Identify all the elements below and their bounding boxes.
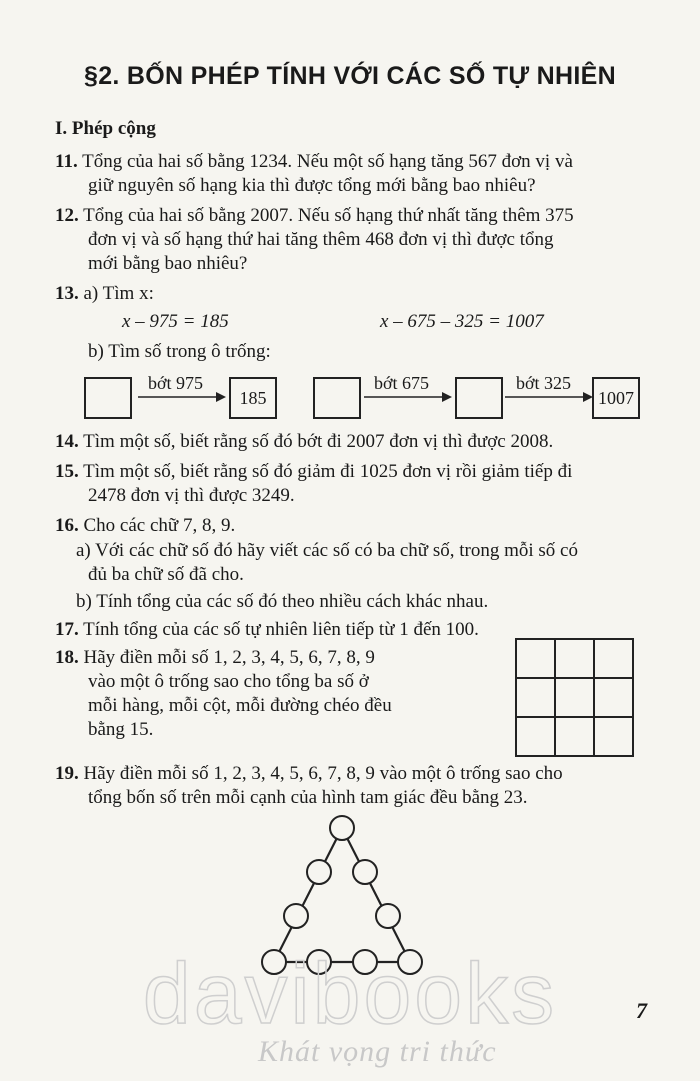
problem-text: giữ nguyên số hạng kia thì được tổng mới bằng bao nhiêu? xyxy=(88,175,536,196)
arrow-icon xyxy=(362,390,454,404)
problem-17 xyxy=(55,618,479,642)
empty-box xyxy=(84,377,132,419)
problem-16 xyxy=(55,514,235,538)
triangle-circle xyxy=(376,904,400,928)
problem-number: 12. xyxy=(55,205,79,226)
arrow-label: bớt 675 xyxy=(374,373,430,393)
page-title: §2. BỐN PHÉP TÍNH VỚI CÁC SỐ TỰ NHIÊN xyxy=(84,62,616,90)
problem-text: 2478 đơn vị thì được 3249. xyxy=(88,485,295,506)
triangle-circle xyxy=(330,816,354,840)
watermark-slogan: Khát vọng tri thức xyxy=(258,1035,497,1068)
problem-text: a) Với các chữ số đó hãy viết các số có ba chữ số, trong mỗi số có xyxy=(76,540,578,561)
problem-19 xyxy=(55,762,563,786)
section-heading: I. Phép cộng xyxy=(55,118,156,139)
triangle-circle xyxy=(353,860,377,884)
magic-square-grid xyxy=(514,637,636,759)
empty-box xyxy=(313,377,361,419)
problem-number: 16. xyxy=(55,515,79,536)
problem-text: b) Tìm số trong ô trống: xyxy=(88,341,271,362)
problem-text: tổng bốn số trên mỗi cạnh của hình tam giác đều bằng 23. xyxy=(88,787,528,808)
problem-text: Tìm một số, biết rằng số đó bớt đi 2007 đơn vị thì được 2008. xyxy=(83,431,554,452)
problem-14 xyxy=(55,430,553,454)
problem-text: b) Tính tổng của các số đó theo nhiều cách khác nhau. xyxy=(76,591,489,612)
problem-12 xyxy=(55,204,574,228)
problem-number: 11. xyxy=(55,151,78,172)
problem-text: Tổng của hai số bằng 1234. Nếu một số hạng tăng 567 đơn vị và xyxy=(82,151,573,172)
page-number: 7 xyxy=(636,998,647,1023)
arrow-label: bớt 975 xyxy=(148,373,204,393)
problem-number: 17. xyxy=(55,619,79,640)
problem-text: bằng 15. xyxy=(88,719,154,740)
problem-number: 19. xyxy=(55,763,79,784)
arrow-label: bớt 325 xyxy=(516,373,572,393)
result-box: 1007 xyxy=(592,377,640,419)
problem-text: mới bằng bao nhiêu? xyxy=(88,253,248,274)
problem-text: Tính tổng của các số tự nhiên liên tiếp từ 1 đến 100. xyxy=(83,619,479,640)
problem-13 xyxy=(55,282,154,306)
problem-text: Tìm một số, biết rằng số đó giảm đi 1025 đơn vị rồi giảm tiếp đi xyxy=(83,461,573,482)
problem-text: a) Tìm x: xyxy=(83,283,154,304)
problem-text: đơn vị và số hạng thứ hai tăng thêm 468 đơn vị thì được tổng xyxy=(88,229,554,250)
problem-text: Cho các chữ 7, 8, 9. xyxy=(83,515,236,536)
triangle-circle xyxy=(284,904,308,928)
problem-number: 13. xyxy=(55,283,79,304)
problem-18 xyxy=(55,646,375,670)
equation-1: x – 975 = 185 xyxy=(122,311,229,332)
problem-11 xyxy=(55,150,573,174)
arrow-icon xyxy=(136,390,228,404)
problem-text: vào một ô trống sao cho tổng ba số ở xyxy=(88,671,369,692)
problem-number: 18. xyxy=(55,647,79,668)
problem-text: Hãy điền mỗi số 1, 2, 3, 4, 5, 6, 7, 8, 9 vào một ô trống sao cho xyxy=(83,763,563,784)
problem-text: mỗi hàng, mỗi cột, mỗi đường chéo đều xyxy=(88,695,392,716)
problem-text: đủ ba chữ số đã cho. xyxy=(88,564,244,585)
triangle-circle xyxy=(307,860,331,884)
equation-2: x – 675 – 325 = 1007 xyxy=(380,311,544,332)
empty-box xyxy=(455,377,503,419)
problem-text: Tổng của hai số bằng 2007. Nếu số hạng thứ nhất tăng thêm 375 xyxy=(83,205,574,226)
problem-15 xyxy=(55,460,572,484)
watermark-logo: davibooks xyxy=(142,946,558,1042)
problem-text: Hãy điền mỗi số 1, 2, 3, 4, 5, 6, 7, 8, 9 xyxy=(83,647,375,668)
problem-number: 15. xyxy=(55,461,79,482)
arrow-icon xyxy=(503,390,595,404)
result-box: 185 xyxy=(229,377,277,419)
problem-number: 14. xyxy=(55,431,79,452)
